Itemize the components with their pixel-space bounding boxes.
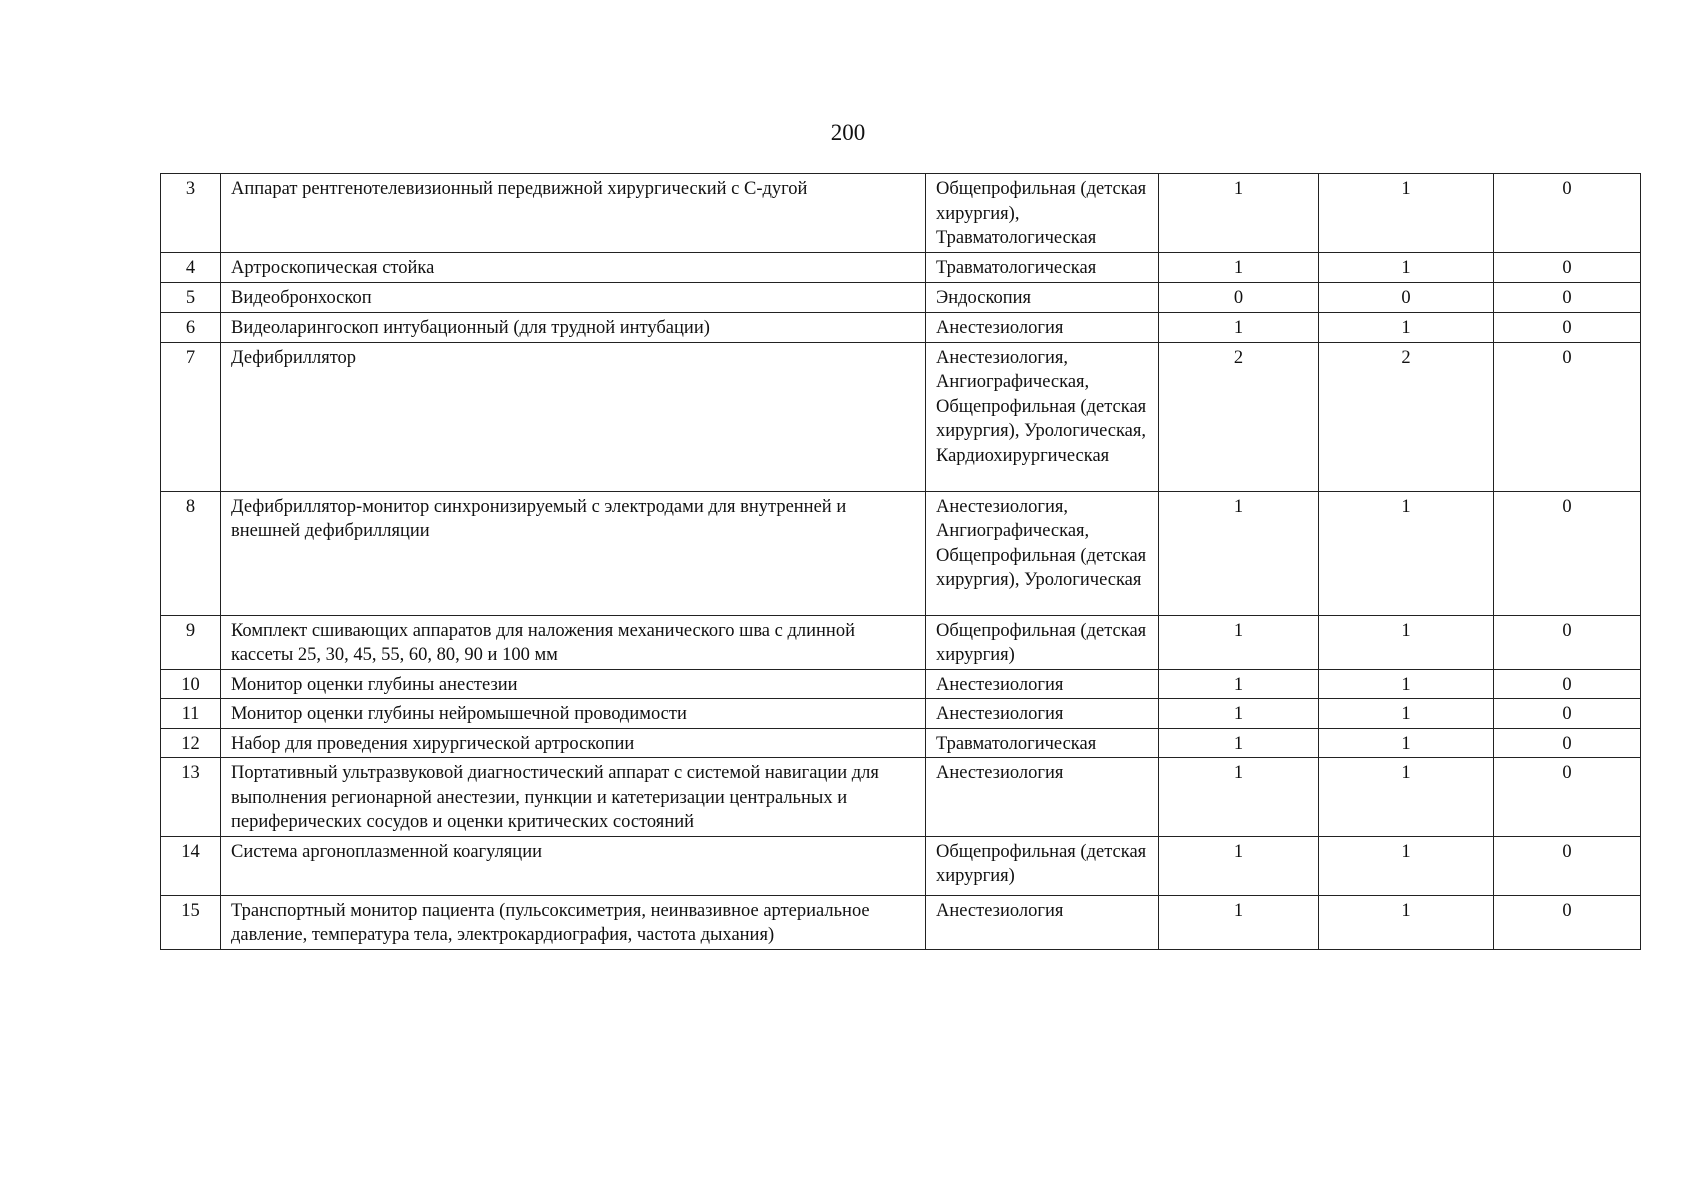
row-number: 7 <box>161 342 221 491</box>
value-col-3: 0 <box>1494 699 1641 729</box>
value-col-3: 0 <box>1494 491 1641 615</box>
department: Анестезиология <box>926 312 1159 342</box>
value-col-1: 1 <box>1159 615 1319 669</box>
value-col-2: 1 <box>1319 491 1494 615</box>
equipment-name: Портативный ультразвуковой диагностический аппарат с системой навигации для выполнения регионарной анестезии, пункции и катетеризации центральных и периферических сосудов и оценки критических состояний <box>221 758 926 837</box>
row-number: 12 <box>161 728 221 758</box>
value-col-2: 1 <box>1319 758 1494 837</box>
value-col-3: 0 <box>1494 312 1641 342</box>
equipment-name: Видеоларингоскоп интубационный (для трудной интубации) <box>221 312 926 342</box>
table-row <box>161 758 1641 837</box>
equipment-name: Комплект сшивающих аппаратов для наложения механического шва с длинной кассеты 25, 30, 45, 55, 60, 80, 90 и 100 мм <box>221 615 926 669</box>
table-row <box>161 615 1641 669</box>
value-col-3: 0 <box>1494 252 1641 282</box>
department: Эндоскопия <box>926 282 1159 312</box>
table-row <box>161 312 1641 342</box>
value-col-1: 1 <box>1159 699 1319 729</box>
row-number: 13 <box>161 758 221 837</box>
value-col-1: 1 <box>1159 669 1319 699</box>
value-col-3: 0 <box>1494 728 1641 758</box>
table-row <box>161 282 1641 312</box>
value-col-3: 0 <box>1494 282 1641 312</box>
value-col-2: 1 <box>1319 252 1494 282</box>
department: Анестезиология <box>926 758 1159 837</box>
row-number: 14 <box>161 836 221 895</box>
equipment-name: Набор для проведения хирургической артроскопии <box>221 728 926 758</box>
value-col-2: 1 <box>1319 728 1494 758</box>
row-number: 11 <box>161 699 221 729</box>
value-col-2: 1 <box>1319 836 1494 895</box>
equipment-name: Монитор оценки глубины анестезии <box>221 669 926 699</box>
equipment-name: Аппарат рентгенотелевизионный передвижной хирургический с С-дугой <box>221 174 926 253</box>
value-col-1: 1 <box>1159 491 1319 615</box>
value-col-2: 1 <box>1319 174 1494 253</box>
department: Общепрофильная (детская хирургия) <box>926 836 1159 895</box>
department: Общепрофильная (детская хирургия), Травматологическая <box>926 174 1159 253</box>
row-number: 6 <box>161 312 221 342</box>
value-col-2: 1 <box>1319 895 1494 949</box>
value-col-2: 1 <box>1319 669 1494 699</box>
table-row <box>161 699 1641 729</box>
equipment-name: Дефибриллятор <box>221 342 926 491</box>
value-col-3: 0 <box>1494 669 1641 699</box>
value-col-1: 1 <box>1159 836 1319 895</box>
row-number: 8 <box>161 491 221 615</box>
row-number: 3 <box>161 174 221 253</box>
value-col-1: 1 <box>1159 728 1319 758</box>
department: Травматологическая <box>926 728 1159 758</box>
department: Травматологическая <box>926 252 1159 282</box>
department: Анестезиология, Ангиографическая, Общепрофильная (детская хирургия), Урологическая <box>926 491 1159 615</box>
value-col-2: 2 <box>1319 342 1494 491</box>
equipment-name: Видеобронхоскоп <box>221 282 926 312</box>
value-col-1: 0 <box>1159 282 1319 312</box>
department: Анестезиология, Ангиографическая, Общепрофильная (детская хирургия), Урологическая, Кардиохирургическая <box>926 342 1159 491</box>
value-col-3: 0 <box>1494 174 1641 253</box>
table-row <box>161 895 1641 949</box>
value-col-2: 1 <box>1319 615 1494 669</box>
value-col-3: 0 <box>1494 836 1641 895</box>
value-col-1: 1 <box>1159 252 1319 282</box>
row-number: 5 <box>161 282 221 312</box>
equipment-name: Монитор оценки глубины нейромышечной проводимости <box>221 699 926 729</box>
department: Анестезиология <box>926 699 1159 729</box>
value-col-1: 1 <box>1159 312 1319 342</box>
value-col-1: 1 <box>1159 758 1319 837</box>
value-col-1: 2 <box>1159 342 1319 491</box>
equipment-name: Система аргоноплазменной коагуляции <box>221 836 926 895</box>
department: Анестезиология <box>926 669 1159 699</box>
table-row <box>161 836 1641 895</box>
value-col-1: 1 <box>1159 174 1319 253</box>
row-number: 4 <box>161 252 221 282</box>
table-row <box>161 491 1641 615</box>
table-row <box>161 174 1641 253</box>
value-col-3: 0 <box>1494 895 1641 949</box>
equipment-name: Дефибриллятор-монитор синхронизируемый с электродами для внутренней и внешней дефибрилляции <box>221 491 926 615</box>
table-row <box>161 252 1641 282</box>
equipment-name: Артроскопическая стойка <box>221 252 926 282</box>
value-col-2: 1 <box>1319 312 1494 342</box>
equipment-table <box>160 173 1641 950</box>
value-col-3: 0 <box>1494 758 1641 837</box>
row-number: 9 <box>161 615 221 669</box>
table-row <box>161 728 1641 758</box>
equipment-name: Транспортный монитор пациента (пульсоксиметрия, неинвазивное артериальное давление, температура тела, электрокардиография, частота дыхания) <box>221 895 926 949</box>
row-number: 15 <box>161 895 221 949</box>
page-number: 200 <box>830 120 866 145</box>
value-col-3: 0 <box>1494 342 1641 491</box>
value-col-1: 1 <box>1159 895 1319 949</box>
row-number: 10 <box>161 669 221 699</box>
department: Анестезиология <box>926 895 1159 949</box>
value-col-2: 1 <box>1319 699 1494 729</box>
table-row <box>161 669 1641 699</box>
value-col-2: 0 <box>1319 282 1494 312</box>
department: Общепрофильная (детская хирургия) <box>926 615 1159 669</box>
table-row <box>161 342 1641 491</box>
value-col-3: 0 <box>1494 615 1641 669</box>
